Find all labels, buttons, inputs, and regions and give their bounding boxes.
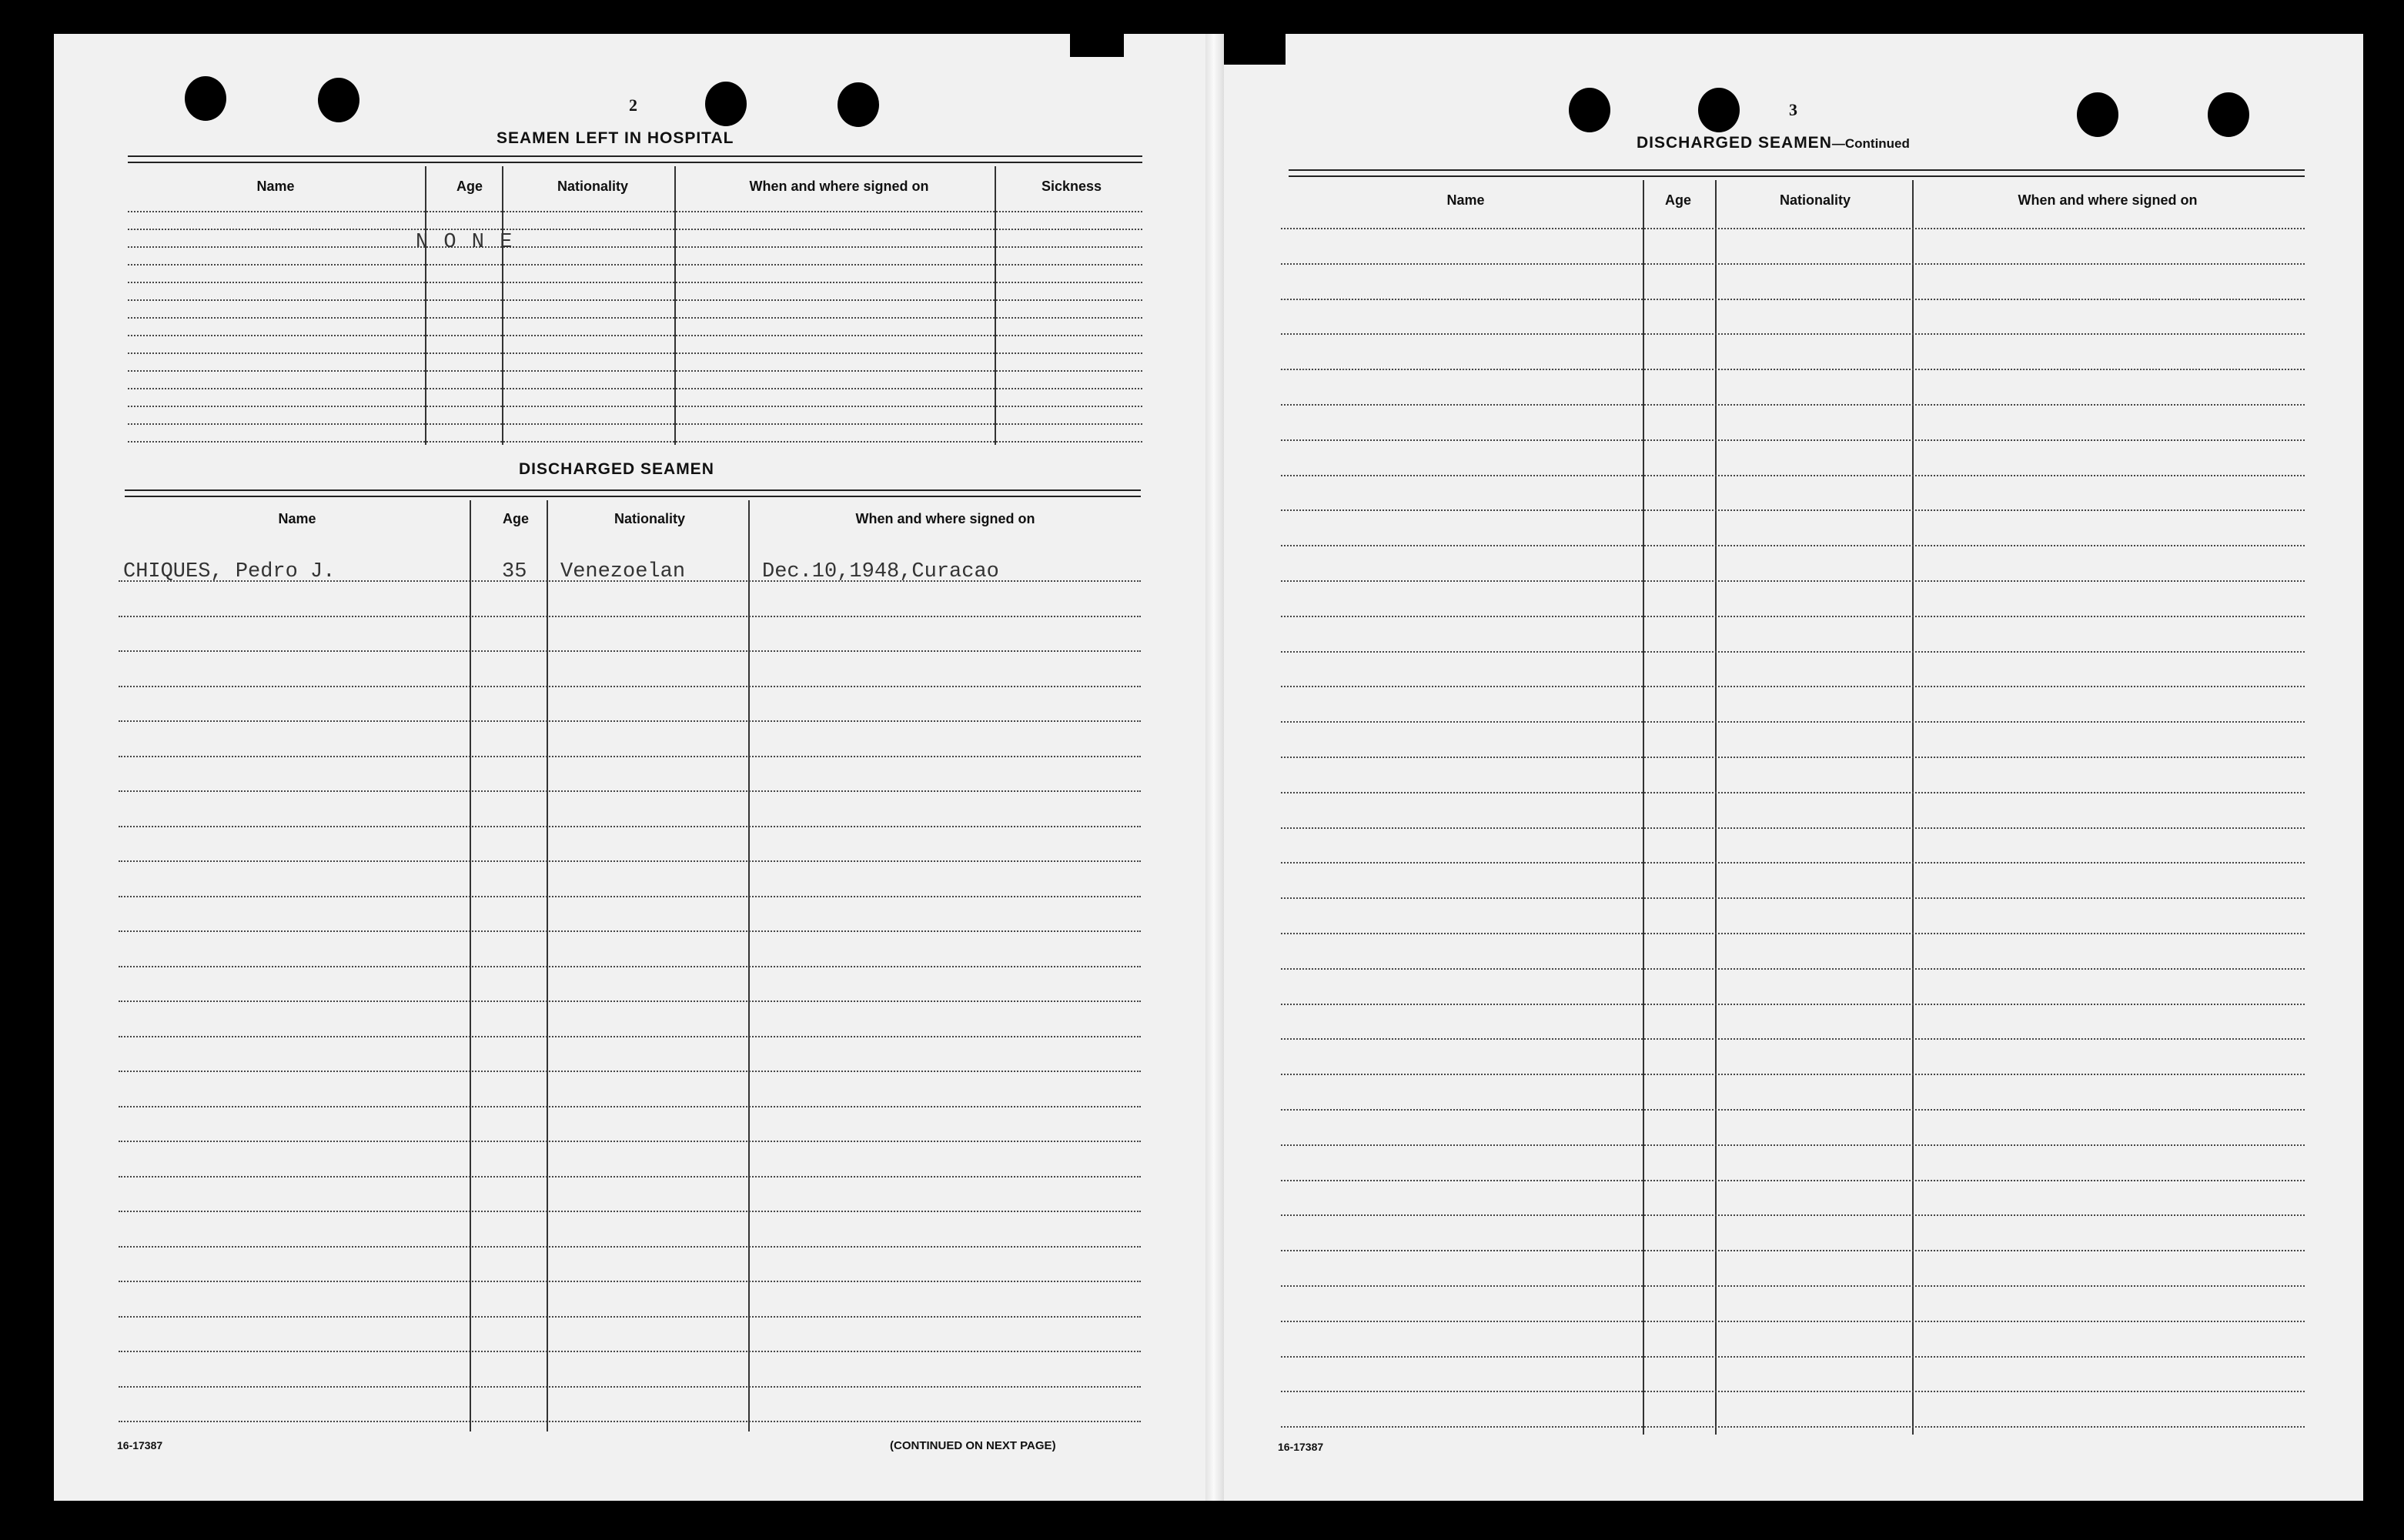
title-main: DISCHARGED SEAMEN [1637, 134, 1832, 152]
discharged-section-title: DISCHARGED SEAMEN [519, 460, 714, 478]
row-rule [1281, 404, 2305, 406]
column-header: Nationality [614, 511, 685, 526]
column-header: Age [502, 511, 529, 526]
row-rule [1281, 1214, 2305, 1216]
seaman-name: CHIQUES, Pedro J. [123, 560, 336, 583]
row-rule [1281, 475, 2305, 476]
row-rule [1281, 616, 2305, 617]
column-header: When and where signed on [2018, 192, 2198, 208]
row-rule [1281, 1285, 2305, 1287]
row-rule [1281, 228, 2305, 229]
row-rule [1281, 1180, 2305, 1181]
column-header: Name [278, 511, 316, 526]
column-header: Nationality [557, 179, 628, 194]
row-rule [1281, 721, 2305, 723]
row-rule [1281, 333, 2305, 335]
row-rule [1281, 897, 2305, 899]
row-rule [1281, 1074, 2305, 1075]
column-header: Age [1664, 192, 1691, 208]
discharged-continued-title [1637, 134, 1910, 152]
row-rule [1281, 580, 2305, 582]
row-rule [1281, 1321, 2305, 1322]
row-rule [1281, 862, 2305, 864]
row-rule [1281, 439, 2305, 441]
column-header: When and where signed on [749, 179, 929, 194]
row-rule [1281, 686, 2305, 687]
document-sheet [54, 34, 2363, 1501]
right-page [54, 34, 2363, 1501]
row-rule [1281, 968, 2305, 970]
column-header: Age [456, 179, 483, 194]
form-code: 16-17387 [117, 1439, 163, 1451]
row-rule [1281, 1144, 2305, 1146]
row-rule [1281, 509, 2305, 511]
column-header: Name [256, 179, 295, 194]
hospital-section-title: SEAMEN LEFT IN HOSPITAL [497, 129, 734, 147]
row-rule [1281, 1038, 2305, 1040]
row-rule [1281, 1426, 2305, 1428]
row-rule [1281, 792, 2305, 793]
column-header: When and where signed on [855, 511, 1035, 526]
column-header: Nationality [1779, 192, 1851, 208]
row-rule [1281, 1109, 2305, 1111]
row-rule [1281, 1250, 2305, 1251]
row-rule [1281, 1004, 2305, 1005]
column-header: Name [1446, 192, 1485, 208]
row-rule [1281, 1356, 2305, 1358]
seaman-age: 35 [502, 560, 527, 583]
continued-note: (CONTINUED ON NEXT PAGE) [890, 1439, 1056, 1452]
row-rule [1281, 263, 2305, 265]
row-rule [1281, 299, 2305, 300]
row-rule [1281, 757, 2305, 758]
row-rule [1281, 827, 2305, 829]
seaman-nationality: Venezoelan [560, 560, 686, 583]
section-rule [1289, 169, 2305, 177]
row-rule [1281, 651, 2305, 653]
page-number: 2 [629, 95, 637, 115]
hospital-none-entry: N O N E [416, 231, 514, 254]
row-rule [1281, 369, 2305, 370]
form-code: 16-17387 [1278, 1441, 1324, 1453]
title-suffix: —Continued [1831, 136, 1910, 151]
row-rule [1281, 933, 2305, 934]
page-number: 3 [1789, 100, 1797, 119]
row-rule [1281, 545, 2305, 546]
seaman-signed-on: Dec.10,1948,Curacao [762, 560, 999, 583]
column-header: Sickness [1041, 179, 1102, 194]
row-rule [1281, 1391, 2305, 1392]
